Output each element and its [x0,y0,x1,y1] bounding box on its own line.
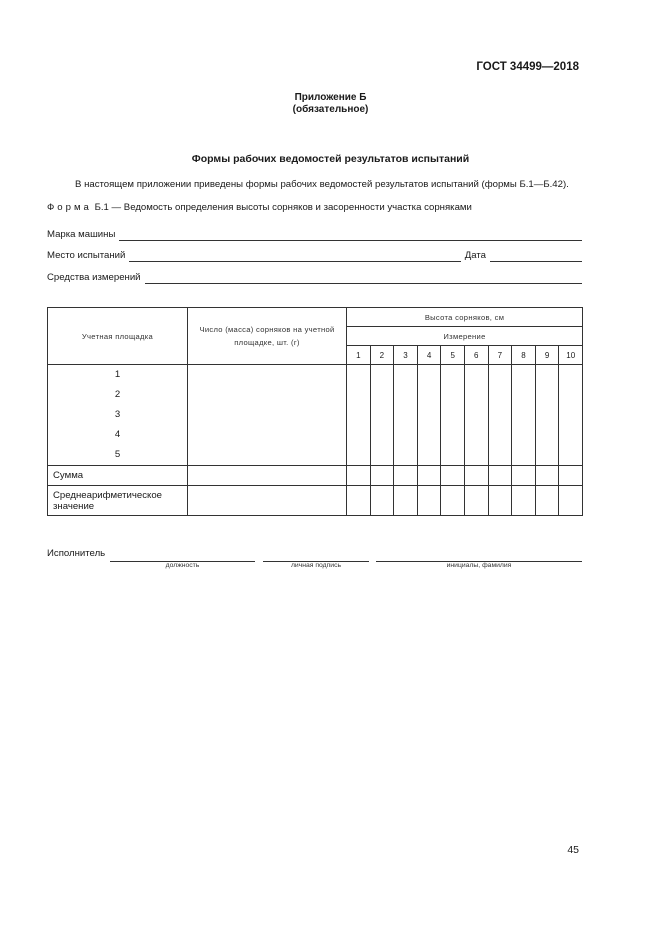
measure-number: 1 [347,346,371,365]
form-word: Форма [47,202,92,213]
header-height: Высота сорняков, см [347,308,583,327]
plot-number: 3 [114,409,121,420]
height-cell[interactable] [394,486,418,516]
height-cell[interactable] [347,486,371,516]
machine-line[interactable] [119,230,582,241]
height-cell[interactable] [559,486,583,516]
position-caption: должность [165,562,200,569]
place-label: Место испытаний [47,250,126,261]
name-caption: инициалы, фамилия [446,562,512,569]
plot-number: 1 [114,369,121,380]
measure-number: 8 [512,346,536,365]
height-cell[interactable] [417,486,441,516]
height-cell[interactable] [559,365,583,466]
measure-number: 3 [394,346,418,365]
instruments-line[interactable] [145,273,582,284]
results-table [47,307,583,516]
height-cell[interactable] [394,365,418,466]
height-cell[interactable] [535,365,559,466]
form-title-text: Б.1 — Ведомость определения высоты сорняков и засоренности участка сорняками [91,202,472,213]
instruments-field[interactable] [47,270,582,284]
page-number: 45 [567,844,579,856]
date-line[interactable] [490,251,582,262]
performer-label: Исполнитель [47,548,106,559]
standard-number: ГОСТ 34499—2018 [476,61,579,73]
sum-label: Сумма [48,466,188,486]
height-cell[interactable] [370,365,394,466]
measure-number: 2 [370,346,394,365]
height-cell[interactable] [512,486,536,516]
height-cell[interactable] [488,365,512,466]
header-measurement: Измерение [347,327,583,346]
intro-paragraph: В настоящем приложении приведены формы рабочих ведомостей результатов испытаний (формы Б.1—Б.42). [75,179,569,190]
height-cell[interactable] [417,466,441,486]
sum-row [48,466,583,486]
height-cell[interactable] [559,466,583,486]
date-label: Дата [464,250,486,261]
height-cell[interactable] [441,486,465,516]
height-cell[interactable] [394,466,418,486]
header-plot: Учетная площадка [48,308,188,365]
height-cell[interactable] [441,365,465,466]
place-line[interactable] [129,251,460,262]
mean-row [48,486,583,516]
measure-number: 6 [464,346,488,365]
height-cell[interactable] [464,365,488,466]
machine-label: Марка машины [47,229,116,240]
count-cell[interactable] [188,486,347,516]
measure-number: 10 [559,346,583,365]
signature-caption: личная подпись [290,562,342,569]
plot-number: 4 [114,429,121,440]
height-cell[interactable] [347,466,371,486]
measure-number: 7 [488,346,512,365]
height-cell[interactable] [417,365,441,466]
plots-row [48,365,583,466]
height-cell[interactable] [488,486,512,516]
measure-number: 9 [535,346,559,365]
height-cell[interactable] [347,365,371,466]
height-cell[interactable] [370,466,394,486]
height-cell[interactable] [512,466,536,486]
count-cell[interactable] [188,365,347,466]
plot-numbers [48,365,188,466]
height-cell[interactable] [464,466,488,486]
height-cell[interactable] [488,466,512,486]
measure-number: 4 [417,346,441,365]
place-date-field[interactable] [47,248,582,262]
height-cell[interactable] [535,486,559,516]
plot-number: 5 [114,449,121,460]
height-cell[interactable] [464,486,488,516]
height-cell[interactable] [512,365,536,466]
height-cell[interactable] [535,466,559,486]
instruments-label: Средства измерений [47,272,141,283]
height-cell[interactable] [441,466,465,486]
section-heading: Формы рабочих ведомостей результатов испытаний [191,153,470,165]
measure-number: 5 [441,346,465,365]
annex-title: Приложение Б [294,92,367,103]
annex-status: (обязательное) [292,104,369,115]
plot-number: 2 [114,389,121,400]
height-cell[interactable] [370,486,394,516]
form-title [47,202,472,213]
mean-label: Среднеарифметическое значение [48,486,188,516]
machine-field[interactable] [47,227,582,241]
count-cell[interactable] [188,466,347,486]
header-count: Число (масса) сорняков на учетной площадке, шт. (г) [188,308,347,365]
